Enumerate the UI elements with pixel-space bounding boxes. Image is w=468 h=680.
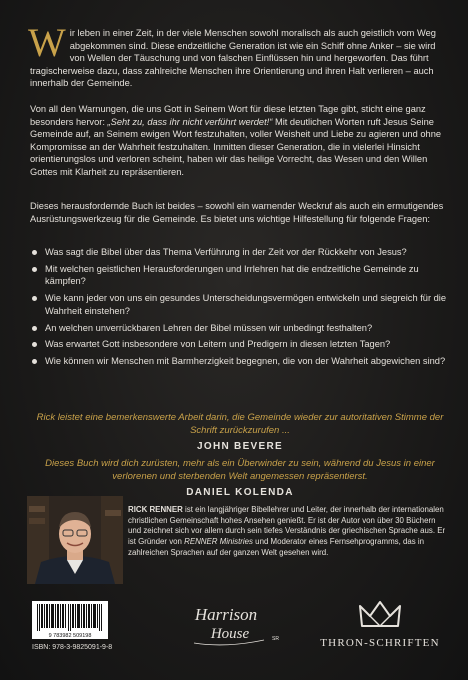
isbn-label: ISBN: 978-3-9825091-9-8 — [32, 644, 113, 651]
bullet-icon — [32, 359, 37, 364]
logo-text-line1: Harrison — [194, 605, 258, 624]
drop-cap: W — [28, 20, 66, 65]
bullet-icon — [32, 326, 37, 331]
question-text: Wie kann jeder von uns ein gesundes Unterscheidungsvermögen entwickeln und siegreich für die Wahrheit einstehen? — [45, 293, 447, 316]
author-name: RICK RENNER — [128, 505, 183, 514]
author-bio — [128, 505, 448, 559]
author-bio-text-b: und Moderator eines Fernsehprogramms, das in zahlreichen Sprachen auf der ganzen Welt gesehen wird. — [128, 537, 425, 557]
intro-paragraph-3: Dieses herausfordernde Buch ist beides – sowohl ein warnender Weckruf als auch ein ermutigendes Ausrüstungswerkzeug für die Gemeinde. Es bietet uns wichtige Hilfestellung für folgende Fragen: — [30, 201, 444, 224]
author-photo — [27, 496, 123, 584]
author-portrait-icon — [27, 496, 123, 584]
endorsement-quote: Dieses Buch wird dich zurüsten, mehr als ein Überwinder zu sein, während du Jesus in einer verlorenen und sterbenden Welt angemessen repräsentierst. — [45, 458, 435, 482]
barcode-digits: 9 783982 509198 — [48, 633, 92, 639]
question-text: Mit welchen geistlichen Herausforderungen und Irrlehren hat die endzeitliche Gemeinde zu kämpfen? — [45, 263, 419, 287]
list-item — [32, 263, 450, 288]
thron-schriften-logo — [318, 600, 442, 654]
bullet-icon — [32, 342, 37, 347]
bullet-icon — [32, 250, 37, 255]
endorsement-author: JOHN BEVERE — [197, 441, 283, 453]
scripture-quote: „Seht zu, dass ihr nicht verführt werdet!“ — [107, 116, 273, 127]
endorsement-author: DANIEL KOLENDA — [186, 487, 294, 499]
list-item — [32, 355, 450, 367]
logo-suffix: SR — [272, 636, 279, 642]
question-text: Was erwartet Gott insbesondere von Leitern und Predigern in diesen letzten Tagen? — [45, 339, 391, 350]
barcode-icon — [32, 601, 108, 639]
intro-paragraph-1 — [28, 20, 450, 90]
publisher-name: THRON-SCHRIFTEN — [320, 637, 440, 649]
harrison-house-logo — [186, 598, 284, 650]
bullet-icon — [32, 296, 37, 301]
list-item — [32, 292, 450, 317]
endorsement-bevere — [30, 412, 450, 452]
list-item — [32, 322, 450, 334]
list-item — [32, 338, 450, 350]
intro-paragraph-2-a: Von all den Warnungen, die uns Gott in Seinem Wort für diese letzten Tage gibt, sticht eine ganz besonders hervor: — [30, 104, 426, 127]
intro-paragraph-2-b: Mit deutlichen Worten ruft Jesus Seine Gemeinde auf, an Seinem ewigen Wort festzuhalten, voller Weisheit und Liebe zu agieren und ohne Kompromisse an der Wahrheit festzuhalten. Inmitten dieser Generation, die in vielerlei Hinsicht orientierungslos und verloren scheint, haben wir das heilige Vorrecht, das Wesen und den Willen Gottes mit Klarheit zu repräsentieren. — [30, 116, 442, 177]
question-list — [32, 246, 450, 372]
logo-text-line2: House — [210, 626, 250, 642]
endorsement-quote: Rick leistet eine bemerkenswerte Arbeit darin, die Gemeinde wieder zur autoritativen Stimme der Schrift zurückzurufen ... — [36, 412, 444, 436]
crown-icon — [358, 600, 402, 630]
endorsement-kolenda — [30, 458, 450, 498]
intro-paragraph-1-text: ir leben in einer Zeit, in der viele Menschen sowohl moralisch als auch geistlich vom Weg abgekommen sind. Diese endzeitliche Generation ist wie ein Schiff ohne Anker – sie wird von Wellen der Täuschung und von falschen Einflüssen hin und hergeworfen. Das führt tragischerweise dazu, dass zahlreiche Menschen ihre Orientierung und ihren Halt verlieren – auch innerhalb der Gemeinde. — [30, 28, 436, 89]
question-text: Wie können wir Menschen mit Barmherzigkeit begegnen, die von der Wahrheit abgewichen sind? — [45, 356, 446, 367]
harrison-house-logo-icon — [186, 598, 284, 650]
ministry-name: RENNER Ministries — [184, 537, 253, 547]
question-text: Was sagt die Bibel über das Thema Verführung in der Zeit vor der Rückkehr von Jesus? — [45, 247, 407, 257]
bullet-icon — [32, 267, 37, 272]
list-item — [32, 246, 450, 258]
barcode — [32, 601, 108, 639]
author-bio-text-a: ist ein langjähriger Bibellehrer und Leiter, der innerhalb der internationalen christlichen Gemeinschaft hohes Ansehen genießt. Er ist der Autor von über 30 Büchern und zeichnet sich vor allem durch sein tiefes Verständnis der griechischen Sprache aus. Er ist Gründer von — [128, 505, 446, 547]
intro-paragraph-2 — [30, 103, 450, 179]
question-text: An welchen unverrückbaren Lehren der Bibel müssen wir unbedingt festhalten? — [45, 322, 373, 333]
